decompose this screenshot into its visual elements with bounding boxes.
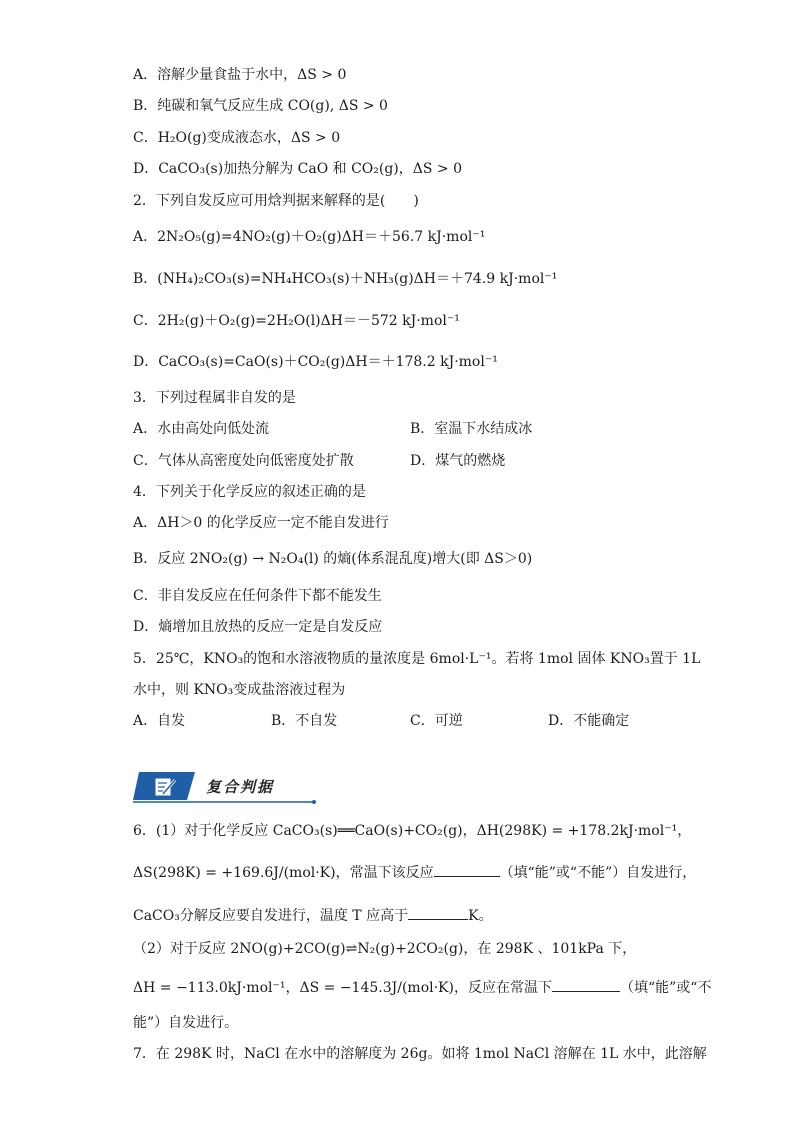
q6-line3-text: CaCO₃分解反应要自发进行，温度 T 应高于 bbox=[133, 908, 409, 924]
q3-option-b: B．室温下水结成冰 bbox=[410, 421, 533, 437]
q6-line2-text: ΔS(298K) = +169.6J/(mol·K)，常温下该反应 bbox=[133, 865, 434, 881]
q5-option-d: D．不能确定 bbox=[548, 713, 630, 729]
q3-stem: 3．下列过程属非自发的是 bbox=[133, 390, 296, 406]
q4-option-b: B．反应 2NO₂(g) → N₂O₄(l) 的熵(体系混乱度)增大(即 ΔS＞0) bbox=[133, 551, 533, 567]
q2-option-a: A．2N₂O₅(g)=4NO₂(g)＋O₂(g)ΔH＝＋56.7 kJ·mol⁻¹ bbox=[133, 229, 486, 245]
q3-option-d: D．煤气的燃烧 bbox=[410, 453, 506, 469]
q1-option-a: A．溶解少量食盐于水中，ΔS > 0 bbox=[133, 67, 347, 83]
q5-option-a: A．自发 bbox=[133, 713, 186, 729]
q2-stem: 2．下列自发反应可用焓判据来解释的是( ) bbox=[133, 193, 419, 209]
q3-option-c: C．气体从高密度处向低密度处扩散 bbox=[133, 453, 354, 469]
q7-line1: 7．在 298K 时，NaCl 在水中的溶解度为 26g。如将 1mol NaCl 溶解在 1L 水中，此溶解 bbox=[133, 1046, 707, 1062]
q6-line3-tail: K。 bbox=[468, 908, 493, 924]
q6-line3 bbox=[133, 905, 493, 925]
q6-answer-blank-3[interactable] bbox=[552, 977, 620, 992]
q5-option-c: C．可逆 bbox=[410, 713, 463, 729]
q2-option-c: C．2H₂(g)＋O₂(g)=2H₂O(l)ΔH＝－572 kJ·mol⁻¹ bbox=[133, 313, 460, 329]
q6-line2 bbox=[133, 862, 696, 882]
section-banner bbox=[133, 770, 318, 806]
q5-stem-line2: 水中，则 KNO₃变成盐溶液过程为 bbox=[133, 682, 346, 698]
q1-option-c: C．H₂O(g)变成液态水，ΔS > 0 bbox=[133, 130, 341, 146]
q4-option-c: C．非自发反应在任何条件下都不能发生 bbox=[133, 588, 382, 604]
q6-line1: 6．(1）对于化学反应 CaCO₃(s)══CaO(s)+CO₂(g)，ΔH(298K) = +178.2kJ·mol⁻¹， bbox=[133, 823, 692, 839]
q2-option-d: D．CaCO₃(s)=CaO(s)＋CO₂(g)ΔH＝＋178.2 kJ·mol⁻¹ bbox=[133, 354, 498, 370]
q6-line4: （2）对于反应 2NO(g)+2CO(g)⇌N₂(g)+2CO₂(g)，在 298K 、101kPa 下， bbox=[133, 941, 637, 957]
q4-option-a: A．ΔH＞0 的化学反应一定不能自发进行 bbox=[133, 515, 389, 531]
q4-option-d: D．熵增加且放热的反应一定是自发反应 bbox=[133, 619, 383, 635]
q5-stem-line1: 5．25℃，KNO₃的饱和水溶液物质的量浓度是 6mol·L⁻¹。若将 1mol 固体 KNO₃置于 1L bbox=[133, 651, 701, 667]
q6-line2-tail: （填“能”或“不能”）自发进行， bbox=[499, 865, 697, 881]
q1-option-d: D．CaCO₃(s)加热分解为 CaO 和 CO₂(g)，ΔS > 0 bbox=[133, 161, 463, 177]
q6-answer-blank-1[interactable] bbox=[434, 862, 500, 877]
q1-option-b: B．纯碳和氧气反应生成 CO(g), ΔS > 0 bbox=[133, 98, 388, 114]
section-title: 复合判据 bbox=[206, 778, 275, 796]
q6-line5 bbox=[133, 977, 711, 997]
q6-line5-text: ΔH = −113.0kJ·mol⁻¹，ΔS = −145.3J/(mol·K)，反应在常温下 bbox=[133, 980, 552, 996]
q6-answer-blank-2[interactable] bbox=[408, 905, 468, 920]
q4-stem: 4．下列关于化学反应的叙述正确的是 bbox=[133, 484, 366, 500]
q3-option-a: A．水由高处向低处流 bbox=[133, 421, 270, 437]
q6-line6: 能”）自发进行。 bbox=[133, 1015, 239, 1031]
q2-option-b: B．(NH₄)₂CO₃(s)=NH₄HCO₃(s)＋NH₃(g)ΔH＝＋74.9 kJ·mol⁻¹ bbox=[133, 271, 558, 287]
q5-option-b: B．不自发 bbox=[271, 713, 338, 729]
q6-line5-tail: （填“能”或“不 bbox=[619, 980, 712, 996]
